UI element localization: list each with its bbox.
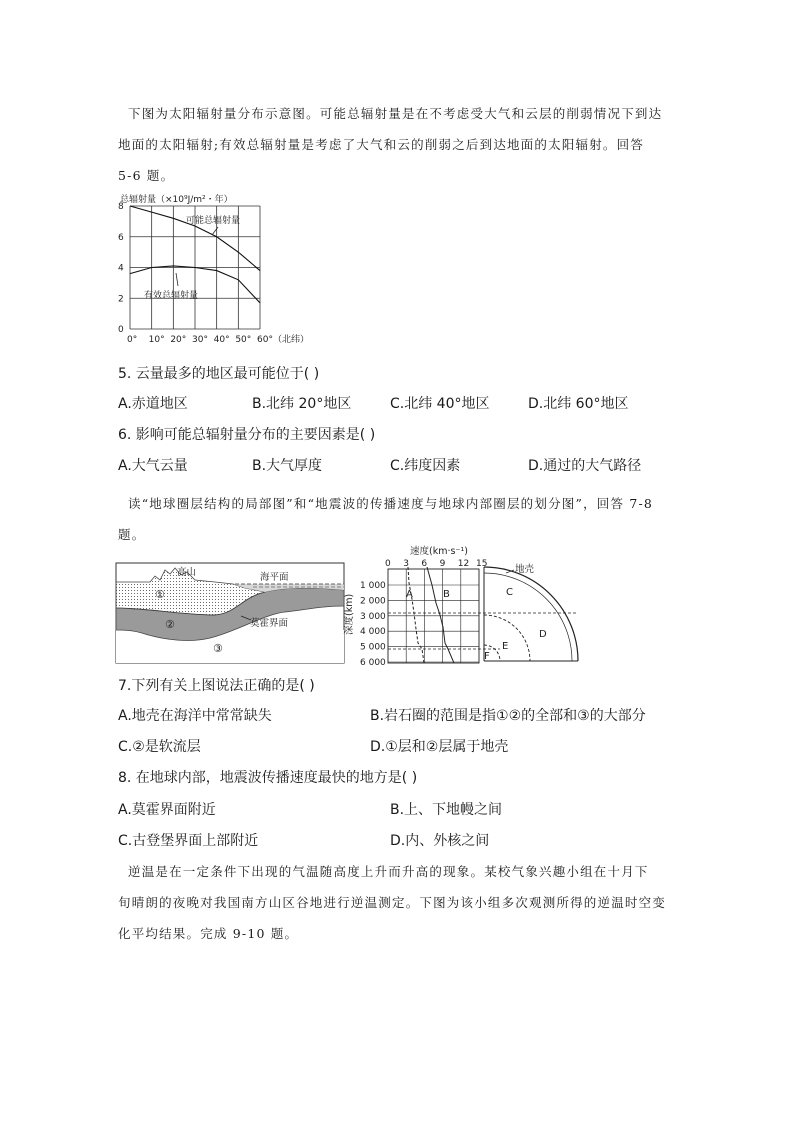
q7-option-a: A.地壳在海洋中常常缺失: [118, 708, 272, 724]
q6-option-c: C.纬度因素: [390, 458, 461, 474]
q5-option-c: C.北纬 40°地区: [390, 396, 490, 412]
label-e: E: [502, 641, 509, 652]
intro-1-line-3: 5-6 题。: [118, 168, 175, 183]
layer-3-label: ③: [213, 642, 223, 655]
seismic-grid: [388, 569, 578, 663]
depth-tick-label: 5 000: [360, 642, 386, 653]
x-tick-label: 10°: [148, 335, 165, 345]
q6-option-d: D.通过的大气路径: [528, 458, 642, 474]
speed-tick-label: 12: [457, 559, 470, 569]
moho-label: 莫霍界面: [250, 618, 289, 629]
x-tick-label: 50°: [235, 335, 252, 345]
bottom-curve-pointer: [176, 273, 178, 286]
q5-option-a: A.赤道地区: [118, 396, 188, 412]
depth-tick-label: 1 000: [360, 581, 386, 591]
q7-option-b: B.岩石圈的范围是指①②的全部和③的大部分: [370, 708, 646, 724]
depth-ticks: [360, 581, 386, 667]
q8-option-a: A.莫霍界面附近: [118, 802, 216, 818]
mountain-label: 高山: [177, 567, 197, 578]
question-8: 8. 在地球内部，地震波传播速度最快的地方是( ): [118, 770, 418, 786]
y-tick-label: 4: [118, 263, 124, 274]
label-f: F: [484, 651, 490, 662]
depth-axis-label: 深度(km): [344, 593, 355, 635]
crust-label: 地壳: [515, 564, 535, 575]
intro-2-line-1: 读“地球圈层结构的局部图”和“地震波的传播速度与地球内部圈层的划分图”，回答 7-8: [128, 496, 654, 511]
speed-tick-label: 15: [476, 559, 488, 569]
depth-tick-label: 2 000: [360, 596, 386, 607]
q6-option-a: A.大气云量: [118, 458, 188, 474]
depth-tick-label: 3 000: [360, 611, 386, 622]
chart-ylabel: 总辐射量（×10⁹J/m²・年）: [120, 195, 233, 205]
q8-option-c: C.古登堡界面上部附近: [118, 833, 259, 849]
top-curve-label: 可能总辐射量: [186, 216, 241, 226]
speed-axis-label: 速度(km·s⁻¹): [410, 546, 468, 557]
q8-option-b: B.上、下地幔之间: [390, 802, 503, 818]
speed-ticks: [385, 559, 487, 569]
intro-1-line-1: 下图为太阳辐射量分布示意图。可能总辐射量是在不考虑受大气和云层的削弱情况下到达: [128, 106, 663, 121]
crust-arc: [484, 573, 572, 661]
question-5: 5. 云量最多的地区最可能位于( ): [118, 366, 320, 382]
q5-option-b: B.北纬 20°地区: [252, 396, 352, 412]
core-arc: [484, 615, 530, 661]
bottom-curve-label: 有效总辐射量: [144, 291, 199, 301]
y-tick-label: 0: [118, 325, 124, 335]
x-tick-label: 30°: [192, 335, 208, 345]
intro-3-line-1: 逆温是在一定条件下出现的气温随高度上升而升高的现象。某校气象兴趣小组在十月下: [128, 864, 649, 879]
earth-outer-arc: [484, 567, 578, 661]
layer-1-label: ①: [155, 588, 165, 601]
q6-option-b: B.大气厚度: [252, 458, 323, 474]
y-tick-label: 2: [118, 294, 124, 305]
label-a: A: [406, 589, 413, 600]
layer-2-label: ②: [165, 618, 175, 631]
radiation-chart: [112, 192, 312, 344]
label-d: D: [539, 629, 547, 640]
question-6: 6. 影响可能总辐射量分布的主要因素是( ): [118, 427, 376, 443]
intro-3-line-2: 旬晴朗的夜晚对我国南方山区谷地进行逆温测定。下图为该小组多次观测所得的逆温时空变: [118, 895, 667, 910]
intro-paragraph-1: [118, 98, 678, 191]
x-tick-label: 0°: [127, 335, 138, 345]
speed-tick-label: 6: [421, 559, 428, 569]
sea-level-label: 海平面: [260, 572, 289, 583]
speed-tick-label: 0: [385, 559, 391, 569]
earth-layer-diagram: [115, 562, 345, 664]
x-tick-label: 20°: [170, 335, 187, 345]
chart-x-ticks: [127, 333, 309, 345]
intro-paragraph-3: [118, 856, 678, 949]
intro-1-line-2: 地面的太阳辐射;有效总辐射量是考虑了大气和云的削弱之后到达地面的太阳辐射。回答: [118, 137, 645, 152]
intro-3-line-3: 化平均结果。完成 9-10 题。: [118, 926, 299, 941]
intro-paragraph-2: [118, 488, 678, 550]
label-b: B: [443, 589, 450, 600]
wave-a-curve: [408, 567, 424, 663]
speed-tick-label: 9: [439, 559, 446, 569]
top-curve-pointer: [212, 227, 218, 235]
depth-tick-label: 6 000: [360, 658, 386, 667]
intro-2-line-2: 题。: [118, 527, 146, 542]
x-tick-label: 60°（北纬）: [257, 335, 309, 345]
y-tick-label: 6: [118, 232, 124, 243]
q7-option-d: D.①层和②层属于地壳: [370, 739, 509, 755]
y-tick-label: 8: [118, 202, 124, 212]
q7-option-c: C.②是软流层: [118, 739, 201, 755]
question-7: 7.下列有关上图说法正确的是( ): [118, 678, 315, 694]
q5-option-d: D.北纬 60°地区: [528, 396, 629, 412]
seismic-wave-diagram: [340, 545, 580, 667]
depth-tick-label: 4 000: [360, 627, 386, 638]
wave-b-curve: [427, 567, 454, 663]
chart-y-ticks: [118, 202, 124, 335]
x-tick-label: 40°: [213, 335, 230, 345]
label-c: C: [506, 587, 513, 598]
speed-tick-label: 3: [403, 559, 409, 569]
q8-option-d: D.内、外核之间: [390, 833, 490, 849]
